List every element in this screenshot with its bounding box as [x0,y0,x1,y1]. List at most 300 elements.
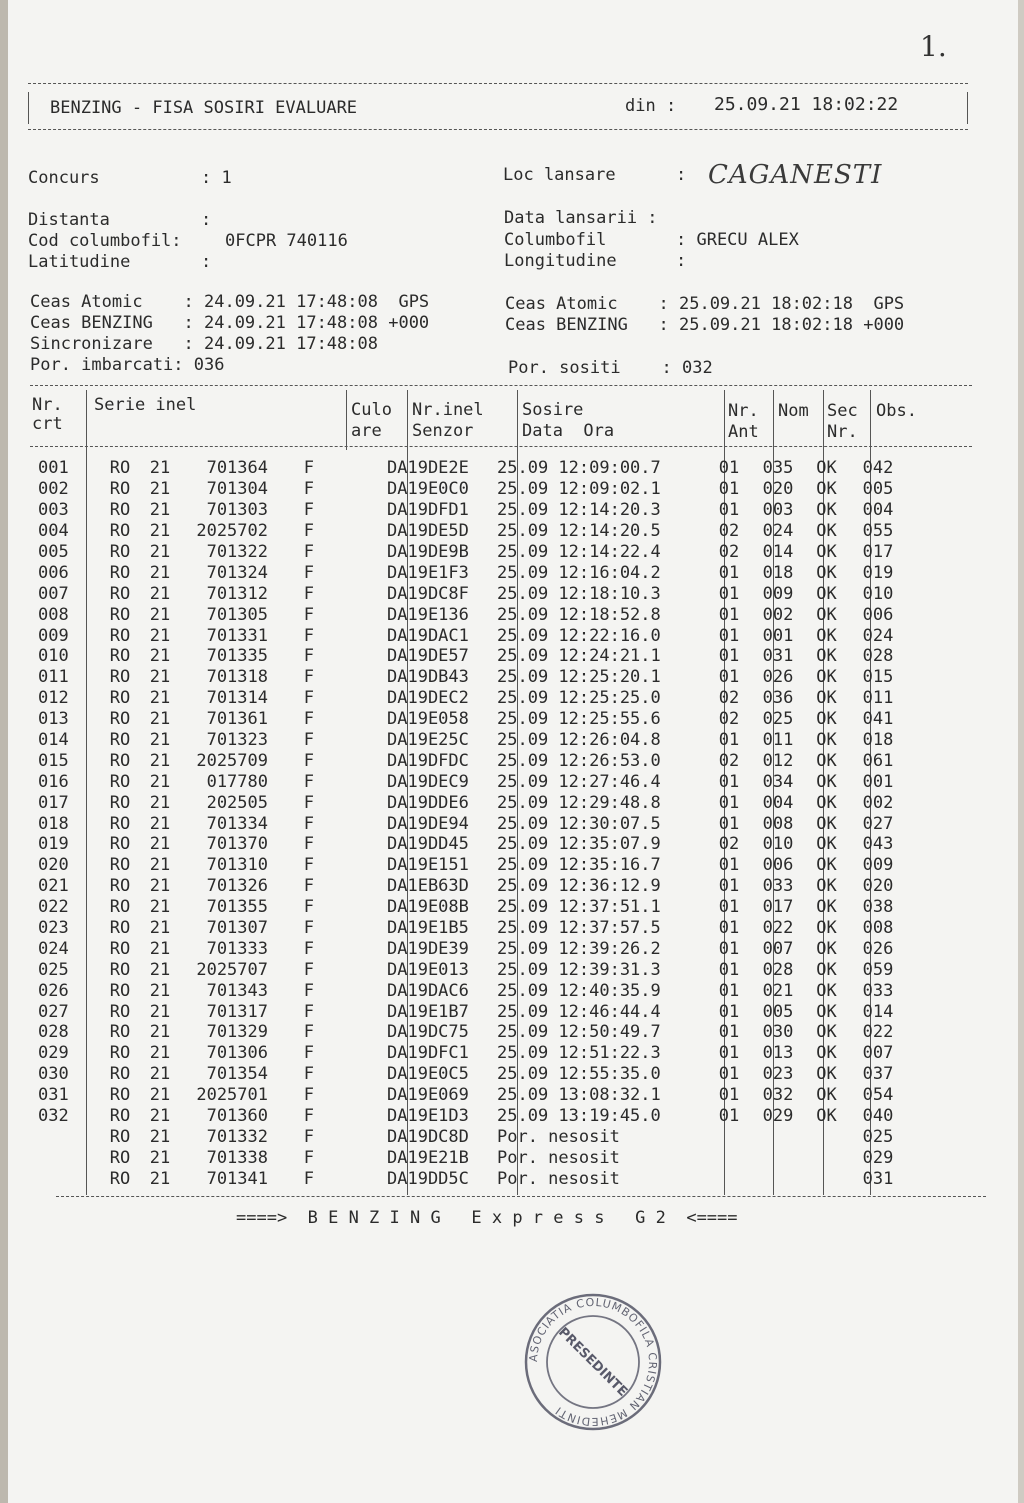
cell-culoare [314,500,387,521]
cell-obs: 042 [862,458,894,479]
cell-sex: F [303,625,314,646]
cell-nom: 026 [762,667,794,688]
cod-columbofil-label: Cod columbofil: [28,231,182,251]
ceas-benzing-start: Ceas BENZING : 24.09.21 17:48:08 +000 [30,313,430,333]
vline-culoare [346,390,347,450]
cell-inel: 701317 [206,1001,268,1022]
cell-sec: OK [816,479,837,500]
cell-nr: 017 [38,792,69,813]
cell-sosire: 25.09 12:22:16.0 [497,625,661,646]
cell-senzor: DA19DE94 [387,813,469,834]
table-row [38,500,906,521]
cell-nr: 006 [38,562,69,583]
distanta-value: : [201,210,212,230]
cell-senzor: DA19DAC6 [387,980,469,1001]
cell-ant: 01 [718,938,740,959]
cell-tara: RO [109,771,131,792]
cell-senzor: DA19E08B [387,897,469,918]
cell-senzor: DA19DC75 [387,1022,469,1043]
col-nr-ant-2: Ant [728,422,759,442]
cell-sex: F [303,792,314,813]
cell-sex: F [303,583,314,604]
cell-nom: 032 [762,1085,794,1106]
cell-nom [753,1147,803,1168]
cell-senzor: DA19DE9B [387,542,469,562]
cell-an: 21 [149,750,171,771]
cell-sosire: 25.09 12:25:55.6 [497,709,661,730]
cell-tara: RO [109,980,131,1001]
cell-obs: 008 [862,918,894,939]
cell-inel: 701318 [206,667,268,688]
cell-culoare [314,855,387,876]
cell-sosire: 25.09 12:25:20.1 [497,667,661,688]
cell-sec: OK [816,730,837,751]
cell-nom: 005 [762,1001,794,1022]
cell-senzor: DA19DD45 [387,834,469,855]
cell-ant: 01 [718,959,740,980]
cell-sosire: 25.09 12:18:10.3 [497,583,661,604]
cell-tara: RO [109,750,131,771]
cell-an: 21 [149,771,171,792]
cell-ant [705,1127,753,1148]
loc-lansare-label: Loc lansare [503,165,616,185]
table-row [38,792,906,813]
cell-sosire: 25.09 12:26:04.8 [497,730,661,751]
cell-obs: 041 [862,709,894,730]
col-sec-2: Nr. [827,422,858,442]
ceas-atomic-end: Ceas Atomic : 25.09.21 18:02:18 GPS [505,294,905,314]
cell-ant: 01 [718,500,740,521]
cell-sosire: 25.09 13:08:32.1 [497,1085,661,1106]
cell-sec: OK [816,1022,837,1043]
stamp-center-text: PRESEDINTE [555,1324,631,1400]
cell-an: 21 [149,980,171,1001]
cell-obs: 014 [862,1001,894,1022]
cell-nr: 022 [38,897,69,918]
cell-nom: 029 [762,1106,794,1127]
cell-an: 21 [149,500,171,521]
table-row [38,479,906,500]
cell-tara: RO [109,792,131,813]
cell-inel: 701364 [206,458,268,479]
cell-nr: 004 [38,521,69,542]
table-row [38,1106,906,1127]
cell-an: 21 [149,604,171,625]
cell-obs: 011 [862,688,894,709]
cell-inel: 701341 [206,1168,268,1189]
cell-sex: F [303,1022,314,1043]
cell-culoare [314,918,387,939]
cell-sosire: 25.09 12:37:57.5 [497,918,661,939]
cell-inel: 701324 [206,562,268,583]
cell-culoare [314,1001,387,1022]
cell-obs: 024 [862,625,894,646]
cell-sec [803,1168,850,1189]
cell-nom: 010 [762,834,794,855]
cell-nom: 025 [762,709,794,730]
cell-inel: 701355 [206,897,268,918]
cell-inel: 2025709 [196,750,268,771]
cell-culoare [314,542,387,563]
cell-nr: 021 [38,876,69,897]
cell-nom: 018 [762,562,794,583]
col-culoare-1: Culo [351,400,392,420]
cell-senzor: DA19DFDC [387,750,469,771]
table-row [38,918,906,939]
cell-an: 21 [149,1168,171,1189]
cell-obs: 029 [862,1147,894,1168]
cell-sex: F [303,1085,314,1106]
cell-sosire: 25.09 12:55:35.0 [497,1064,661,1085]
table-row [38,959,906,980]
cell-sex: F [303,604,314,625]
columbofil-value: : GRECU ALEX [676,230,799,250]
longitudine-label: Longitudine [504,251,617,271]
cell-sex: F [303,897,314,918]
cell-ant [705,1147,753,1168]
header-top-rule [28,83,968,84]
cell-tara: RO [109,625,131,646]
cell-sosire: 25.09 13:19:45.0 [497,1106,661,1127]
cell-sex: F [303,1106,314,1127]
table-header-rule [30,446,972,447]
cell-tara: RO [109,938,131,959]
cell-nr [38,1147,102,1168]
cell-sosire: 25.09 12:26:53.0 [497,750,661,771]
cell-obs: 028 [862,646,894,667]
cell-obs: 059 [862,959,894,980]
cell-nr: 023 [38,918,69,939]
cell-sosire: 25.09 12:14:22.4 [497,542,661,562]
data-lansarii-label: Data lansarii : [504,208,658,228]
cell-culoare [314,1147,387,1168]
table-bottom-rule [56,1196,986,1197]
table-row [38,688,906,709]
cell-obs: 010 [862,583,894,604]
cell-senzor: DA19E1B7 [387,1001,469,1022]
cell-inel: 2025701 [196,1085,268,1106]
concurs-value: : 1 [201,168,232,188]
col-serie-inel: Serie inel [94,395,197,415]
cell-tara: RO [109,1064,131,1085]
cell-inel: 017780 [206,771,268,792]
cell-senzor: DA19DC8D [387,1126,469,1147]
col-nr-inel-2: Senzor [412,421,474,441]
cell-obs: 017 [862,542,894,562]
cell-obs: 022 [862,1022,894,1043]
ceas-atomic-start: Ceas Atomic : 24.09.21 17:48:08 GPS [30,292,430,312]
cell-senzor: DA19DDE6 [387,792,469,813]
table-row [38,897,906,918]
cell-nom: 009 [762,583,794,604]
sincronizare: Sincronizare : 24.09.21 17:48:08 [30,334,378,354]
cell-tara: RO [109,667,131,688]
cell-culoare [314,604,387,625]
cell-nr: 003 [38,500,69,521]
cell-inel: 701323 [206,730,268,751]
cell-sec: OK [816,813,837,834]
cell-an: 21 [149,542,171,562]
cell-tara: RO [109,1126,131,1147]
cell-ant: 01 [718,604,740,625]
cell-obs: 055 [862,521,894,542]
cell-senzor: DA19DEC9 [387,771,469,792]
cell-tara: RO [109,855,131,876]
cell-tara: RO [109,1001,131,1022]
cell-senzor: DA19DAC1 [387,625,469,646]
cell-ant: 01 [718,792,740,813]
cell-ant: 01 [718,855,740,876]
cell-inel: 701360 [206,1106,268,1127]
table-row [38,542,906,563]
cell-sex: F [303,562,314,583]
cell-inel: 701335 [206,646,268,667]
cell-obs: 004 [862,500,894,521]
table-row [38,646,906,667]
cod-columbofil-value: 0FCPR 740116 [225,231,348,251]
cell-sosire: 25.09 12:09:00.7 [497,458,661,479]
cell-sex: F [303,959,314,980]
cell-sex: F [303,771,314,792]
cell-sosire: 25.09 12:37:51.1 [497,897,661,918]
cell-nr: 027 [38,1001,69,1022]
table-row [38,834,906,855]
cell-sec: OK [816,646,837,667]
cell-nr: 019 [38,834,69,855]
cell-sex: F [303,938,314,959]
cell-nom: 003 [762,500,794,521]
cell-obs: 061 [862,750,894,771]
cell-nom: 031 [762,646,794,667]
cell-culoare [314,980,387,1001]
cell-an: 21 [149,918,171,939]
cell-sec: OK [816,980,837,1001]
cell-senzor: DA19DFC1 [387,1043,469,1064]
cell-tara: RO [109,959,131,980]
cell-sex: F [303,500,314,521]
cell-culoare [314,709,387,730]
cell-nr: 024 [38,938,69,959]
cell-nom: 034 [762,771,794,792]
cell-an: 21 [149,1147,171,1168]
cell-sex: F [303,1064,314,1085]
cell-sec: OK [816,1001,837,1022]
cell-culoare [314,667,387,688]
porumbei-sositi: Por. sositi : 032 [508,358,713,378]
cell-nr: 016 [38,771,69,792]
cell-sec: OK [816,458,837,479]
cell-culoare [314,959,387,980]
table-row [38,813,906,834]
table-row [38,980,906,1001]
cell-sosire: 25.09 12:50:49.7 [497,1022,661,1043]
cell-sosire: 25.09 12:35:07.9 [497,834,661,855]
cell-sex: F [303,667,314,688]
cell-inel: 701331 [206,625,268,646]
cell-nom: 013 [762,1043,794,1064]
cell-nom: 011 [762,730,794,751]
cell-ant: 01 [718,667,740,688]
cell-an: 21 [149,562,171,583]
cell-sec: OK [816,834,837,855]
cell-nr: 010 [38,646,69,667]
cell-an: 21 [149,583,171,604]
cell-sec: OK [816,1043,837,1064]
table-row [38,855,906,876]
cell-culoare [314,834,387,855]
cell-nom: 004 [762,792,794,813]
cell-sec: OK [816,897,837,918]
cell-nom: 023 [762,1064,794,1085]
cell-nr: 001 [38,458,69,479]
cell-nom: 001 [762,625,794,646]
cell-ant: 01 [718,479,740,500]
cell-an: 21 [149,1126,171,1147]
cell-inel: 701326 [206,876,268,897]
cell-sex: F [303,750,314,771]
cell-senzor: DA19E069 [387,1085,469,1106]
cell-inel: 202505 [206,792,268,813]
cell-an: 21 [149,1022,171,1043]
cell-nr: 018 [38,813,69,834]
cell-senzor: DA19DE2E [387,458,469,479]
cell-sec: OK [816,583,837,604]
cell-culoare [314,1127,387,1148]
cell-senzor: DA19DD5C [387,1168,469,1189]
table-row [38,1127,906,1148]
cell-culoare [314,479,387,500]
loc-lansare-handwritten: CAGANESTI [708,160,883,190]
cell-tara: RO [109,1085,131,1106]
cell-sex: F [303,980,314,1001]
cell-sosire: Por. nesosit [497,1168,620,1189]
cell-sosire: 25.09 12:25:25.0 [497,688,661,709]
cell-nom: 022 [762,918,794,939]
cell-senzor: DA19E25C [387,730,469,751]
cell-senzor: DA19DB43 [387,667,469,688]
cell-tara: RO [109,562,131,583]
paper-edge-left [0,0,8,1503]
table-row [38,1001,906,1022]
cell-senzor: DA19E1B5 [387,918,469,939]
cell-an: 21 [149,1043,171,1064]
cell-ant: 02 [718,521,740,542]
cell-culoare [314,1064,387,1085]
cell-nr: 007 [38,583,69,604]
cell-nom: 006 [762,855,794,876]
col-nr-crt-1: Nr. [32,395,63,415]
cell-obs: 015 [862,667,894,688]
cell-ant: 01 [718,625,740,646]
cell-tara: RO [109,1147,131,1168]
cell-sex: F [303,709,314,730]
col-nom: Nom [778,401,809,421]
cell-tara: RO [109,604,131,625]
cell-sex: F [303,542,314,562]
cell-nom: 021 [762,980,794,1001]
cell-senzor: DA19DE39 [387,938,469,959]
cell-nom: 033 [762,876,794,897]
cell-sec: OK [816,750,837,771]
header-right-border [967,92,968,124]
cell-an: 21 [149,667,171,688]
cell-nr: 025 [38,959,69,980]
cell-obs: 037 [862,1064,894,1085]
cell-nr: 026 [38,980,69,1001]
table-row [38,709,906,730]
cell-sex: F [303,730,314,751]
columbofil-label: Columbofil [504,230,607,250]
cell-nom [753,1127,803,1148]
cell-an: 21 [149,1064,171,1085]
table-row [38,1085,906,1106]
table-top-rule [30,385,972,386]
table-row [38,1064,906,1085]
cell-culoare [314,1022,387,1043]
cell-sex: F [303,855,314,876]
table-row [38,1043,906,1064]
table-row [38,876,906,897]
cell-sosire: 25.09 12:18:52.8 [497,604,661,625]
cell-sec: OK [816,792,837,813]
cell-ant: 01 [718,918,740,939]
cell-sec: OK [816,688,837,709]
cell-culoare [314,750,387,771]
cell-obs: 005 [862,479,894,500]
cell-sex: F [303,1126,314,1147]
cell-ant: 01 [718,1085,740,1106]
cell-sosire: 25.09 12:36:12.9 [497,876,661,897]
cell-obs: 026 [862,938,894,959]
col-sec-1: Sec [827,401,858,421]
cell-tara: RO [109,500,131,521]
cell-nr: 031 [38,1085,69,1106]
cell-sec: OK [816,625,837,646]
cell-an: 21 [149,458,171,479]
cell-sec: OK [816,876,837,897]
cell-obs: 031 [862,1168,894,1189]
cell-obs: 001 [862,771,894,792]
cell-sec: OK [816,855,837,876]
cell-sec: OK [816,1064,837,1085]
cell-inel: 701322 [206,542,268,562]
cell-tara: RO [109,730,131,751]
latitudine-label: Latitudine [28,252,131,272]
cell-obs: 040 [862,1106,894,1127]
cell-sosire: 25.09 12:14:20.3 [497,500,661,521]
cell-senzor: DA19DFD1 [387,500,469,521]
cell-senzor: DA19DE57 [387,646,469,667]
cell-culoare [314,688,387,709]
cell-sosire: Por. nesosit [497,1147,620,1168]
arrivals-table [38,458,906,1189]
cell-an: 21 [149,834,171,855]
cell-tara: RO [109,834,131,855]
cell-culoare [314,625,387,646]
cell-sec: OK [816,521,837,542]
cell-culoare [314,646,387,667]
cell-sec: OK [816,500,837,521]
cell-sosire: 25.09 12:46:44.4 [497,1001,661,1022]
cell-senzor: DA19E0C0 [387,479,469,500]
cell-sosire: 25.09 12:39:31.3 [497,959,661,980]
table-row [38,1147,906,1168]
printed-sheet: 1. BENZING - FISA SOSIRI EVALUARE din : 25.09.21 18:02:22 Concurs : 1 Loc lansare : CAGANESTI Distanta : Data lansarii : Cod columbofil: 0FCPR 740116 Columbofil : GRECU ALEX Latitudine : Longitudine : Ceas Atomic : 24.09.21 17:48:08 GPS Ceas BENZING : 24.09.21 17:48:08 +000 Sincronizare : 24.09.21 17:48:08 Por. imbarcati: 036 Ceas Atomic : 25.09.21 18:02:18 GPS Ceas BENZING : 25.09.21 18:02:18 +000 Por. sositi : 032 Nr. crt Serie inel Culo are Nr.inel Senzor Sosire Data Ora Nr. Ant Nom Sec Nr. Obs. 001 RO 21 701364 F DA19DE2E 25.09 12:09:00.7 01 035 OK 042 002 RO 21 701304 F DA19E0C0 25.09 12:09:02.1 01 020 OK 005 003 RO 21 701303 F DA19DFD1 25.09 12:14:20.3 01 003 OK 004 004 RO 21 2025702 F DA19DE5D 25.09 12:14:20.5 02 024 OK 055 005 RO 21 701322 F DA19DE9B 25.09 12:14:22.4 02 014 OK 017 006 RO 21 701324 F DA19E1F3 25.09 12:16:04.2 01 018 OK 019 007 RO 21 701312 F DA19DC8F 25.09 12:18:10.3 01 009 OK 010 008 RO 21 701305 F DA19E136 25.09 12:18:52.8 01 002 OK 006 009 RO 21 701331 F DA19DAC1 25.09 12:22:16.0 01 001 OK 024 010 RO 21 701335 F DA19DE57 25.09 12:24:21.1 01 031 OK 028 011 RO 21 701318 F DA19DB43 25.09 12:25:20.1 01 026 OK 015 012 RO 21 701314 F DA19DEC2 25.09 12:25:25.0 02 036 OK 011 013 RO 21 701361 F DA19E058 25.09 12:25:55.6 02 025 OK 041 014 RO 21 701323 F DA19E25C 25.09 12:26:04.8 01 011 OK 018 015 RO 21 2025709 F DA19DFDC 25.09 12:26:53.0 02 012 OK 061 016 RO 21 017780 F DA19DEC9 25.09 12:27:46.4 01 034 OK 001 017 RO 21 202505 F DA19DDE6 25.09 12:29:48.8 01 004 OK 002 018 RO 21 701334 F DA19DE94 25.09 12:30:07.5 01 008 OK 027 019 RO 21 701370 F DA19DD45 25.09 12:35:07.9 02 010 OK 043 020 RO 21 701310 F DA19E151 25.09 12:35:16.7 01 006 OK 009 021 RO 21 701326 F DA1EB63D 25.09 12:36:12.9 01 033 OK 020 022 RO 21 701355 F DA19E08B 25.09 12:37:51.1 01 017 OK 038 023 RO 21 701307 F DA19E1B5 25.09 12:37:57.5 01 022 OK 008 024 RO 21 701333 F DA19DE39 25.09 12:39:26.2 01 007 OK 026 025 RO 21 2025707 F DA19E013 25.09 12:39:31.3 01 028 OK 059 026 RO 21 701343 F DA19DAC6 25.09 12:40:35.9 01 021 OK 033 027 RO 21 701317 F DA19E1B7 25.09 12:46:44.4 01 005 OK 014 028 RO 21 701329 F DA19DC75 25.09 12:50:49.7 01 030 OK 022 029 RO 21 701306 F DA19DFC1 25.09 12:51:22.3 01 013 OK 007 030 RO 21 701354 F DA19E0C5 25.09 12:55:35.0 01 023 OK 037 031 RO 21 2025701 F DA19E069 25.09 13:08:32.1 01 032 OK 054 032 RO 21 701360 F DA19E1D3 25.09 13:19:45.0 01 029 OK 040 RO 21 701332 F DA19DC8D Por. nesosit 025 RO 21 701338 F DA19E21B Por. nesosit 029 RO 21 701341 F DA19DD5C Por. nesosit 031 ====> B E N Z I N G E x p r e s s G 2 <==== ASOCIATIA COLUMBOFILA CRISTIAN MEHEDINTI PRESEDINTE [8,0,1018,1503]
cell-nr: 012 [38,688,69,709]
cell-sex: F [303,1001,314,1022]
cell-sec: OK [816,1085,837,1106]
cell-ant: 02 [718,688,740,709]
